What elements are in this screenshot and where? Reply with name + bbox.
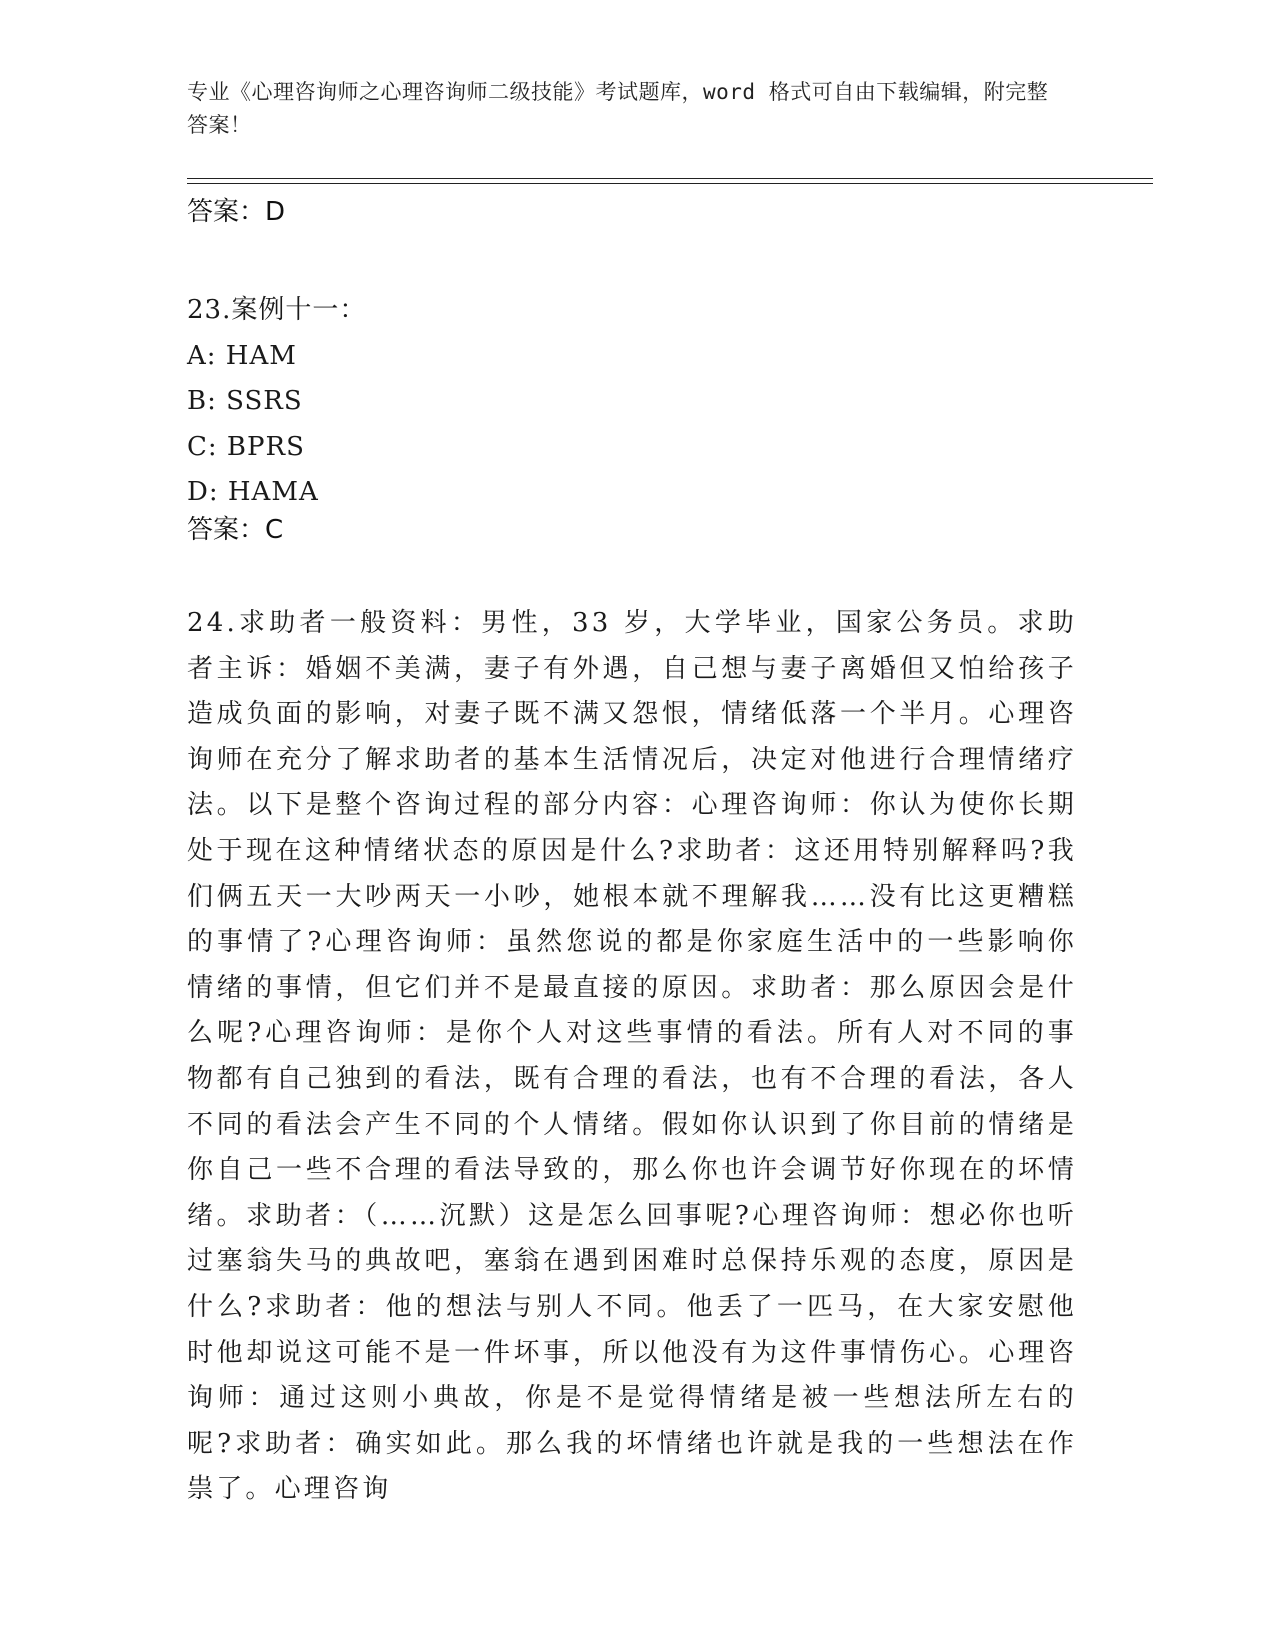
header-divider-top <box>187 178 1153 179</box>
question-23-stem: 23.案例十一： <box>187 295 367 325</box>
header-divider-bottom <box>187 183 1153 184</box>
option-c: C: BPRS <box>187 431 305 462</box>
question-24-text: 24.求助者一般资料：男性，33 岁，大学毕业，国家公务员。求助者主诉：婚姻不美满，妻子有外遇，自己想与妻子离婚但又怕给孩子造成负面的影响，对妻子既不满又怨恨，情绪低落一个半月。心理咨询师在充分了解求助者的基本生活情况后，决定对他进行合理情绪疗法。以下是整个咨询过程的部分内容：心理咨询师：你认为使你长期处于现在这种情绪状态的原因是什么?求助者：这还用特别解释吗?我们俩五天一大吵两天一小吵，她根本就不理解我……没有比这更糟糕的事情了?心理咨询师：虽然您说的都是你家庭生活中的一些影响你情绪的事情，但它们并不是最直接的原因。求助者：那么原因会是什么呢?心理咨询师：是你个人对这些事情的看法。所有人对不同的事物都有自己独到的看法，既有合理的看法，也有不合理的看法，各人不同的看法会产生不同的个人情绪。假如你认识到了你目前的情绪是你自己一些不合理的看法导致的，那么你也许会调节好你现在的坏情绪。求助者：（……沉默）这是怎么回事呢?心理咨询师：想必你也听过塞翁失马的典故吧，塞翁在遇到困难时总保持乐观的态度，原因是什么?求助者：他的想法与别人不同。他丢了一匹马，在大家安慰他时他却说这可能不是一件坏事，所以他没有为这件事情伤心。心理咨询师：通过这则小典故，你是不是觉得情绪是被一些想法所左右的呢?求助者：确实如此。那么我的坏情绪也许就是我的一些想法在作祟了。心理咨询 <box>187 608 1077 1505</box>
previous-answer: 答案：D <box>187 197 286 227</box>
option-d: D: HAMA <box>187 477 319 507</box>
question-23-answer: 答案：C <box>187 515 284 545</box>
page-header: 专业《心理咨询师之心理咨询师二级技能》考试题库，word 格式可自由下载编辑，附完整答案！ <box>187 80 1049 137</box>
option-b: B: SSRS <box>187 386 303 416</box>
option-a: A: HAM <box>187 340 297 371</box>
question-23 <box>187 287 366 515</box>
